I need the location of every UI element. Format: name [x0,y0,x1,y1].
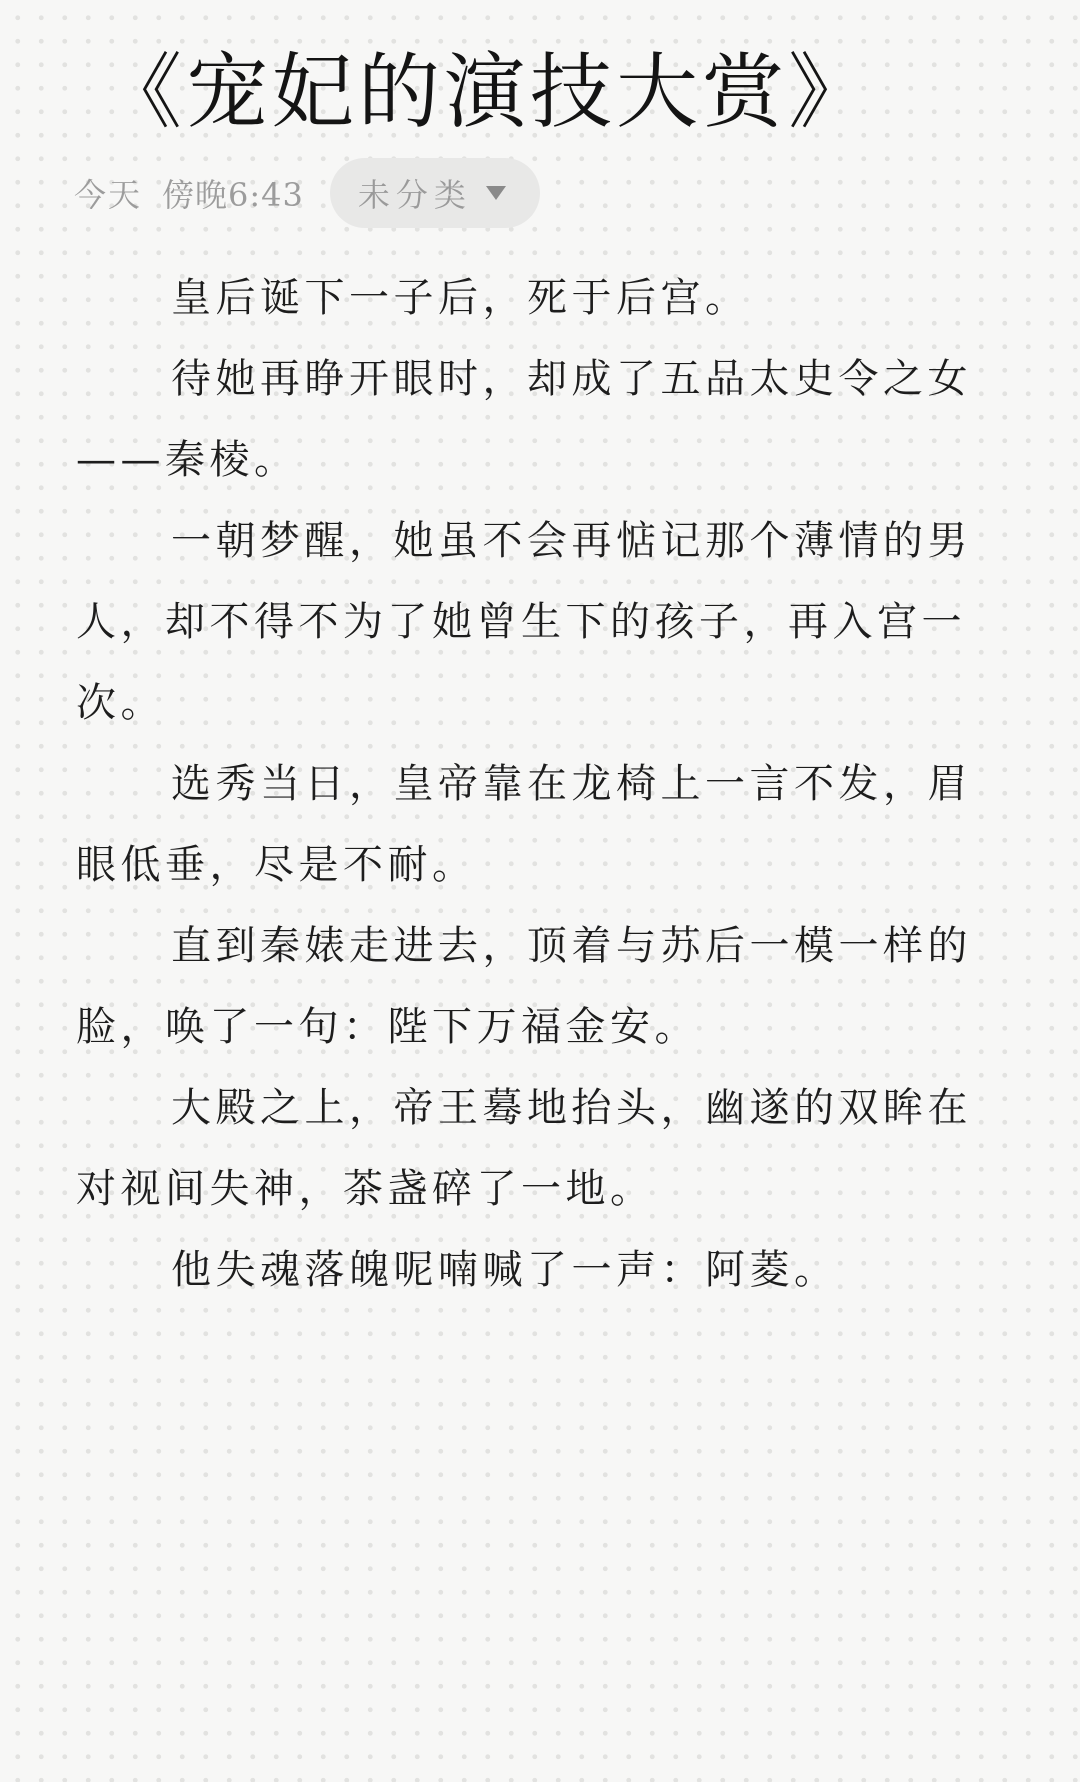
note-title[interactable]: 《宠妃的演技大赏》 [100,45,875,140]
note-time: 傍晚6:43 [162,176,304,214]
category-dropdown-button[interactable] [330,158,540,228]
chevron-down-icon [486,186,506,200]
paragraph: 大殿之上，帝王蓦地抬头，幽遂的双眸在对视间失神，茶盏碎了一地。 [76,1085,972,1212]
paragraph: 他失魂落魄呢喃喊了一声：阿菱。 [171,1247,839,1293]
paragraph: 皇后诞下一子后，死于后宫。 [171,275,750,321]
paragraph: 选秀当日，皇帝靠在龙椅上一言不发，眉眼低垂，尽是不耐。 [76,761,972,888]
note-meta-bar [74,158,540,228]
paragraph: 待她再睁开眼时，却成了五品太史令之女——秦棱。 [76,356,972,483]
category-label: 未分类 [357,176,472,214]
paragraph: 一朝梦醒，她虽不会再惦记那个薄情的男人，却不得不为了她曾生下的孩子，再入宫一次。 [76,518,972,726]
note-date: 今天 [74,176,143,214]
paragraph: 直到秦婊走进去，顶着与苏后一模一样的脸，唤了一句：陛下万福金安。 [76,923,972,1050]
note-body[interactable] [76,258,984,1311]
